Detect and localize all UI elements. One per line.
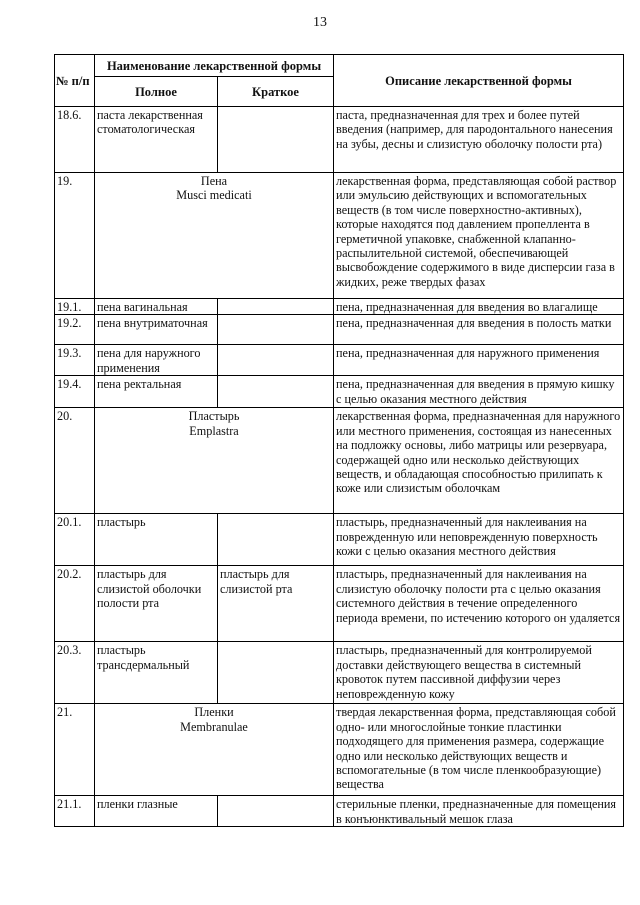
short-name-cell — [218, 299, 334, 315]
description-cell: лекарственная форма, предназначенная для наружного или местного применения, состоящая из нанесенных на подложку основы, либо матрицы или резервуара, содержащей одно или несколько действующих веществ, и обладающая способностью прилипать к коже или слизистым оболочкам — [334, 408, 624, 514]
row-number: 19. — [55, 173, 95, 299]
short-name-cell — [218, 796, 334, 827]
table-row-group — [55, 704, 624, 796]
row-number: 20.2. — [55, 566, 95, 642]
row-number: 20.1. — [55, 514, 95, 566]
header-description: Описание лекарственной формы — [334, 55, 624, 107]
page-number: 13 — [313, 15, 327, 30]
row-number: 18.6. — [55, 107, 95, 173]
dosage-forms-table — [54, 54, 624, 827]
header-full-name: Полное — [95, 77, 218, 107]
short-name-cell — [218, 642, 334, 704]
description-cell: стерильные пленки, предназначенные для помещения в конъюнктивальный мешок глаза — [334, 796, 624, 827]
full-name-cell: паста лекарственная стоматологическая — [95, 107, 218, 173]
short-name-cell — [218, 107, 334, 173]
header-number: № п/п — [55, 55, 95, 107]
table-row — [55, 315, 624, 345]
header-short-name: Краткое — [218, 77, 334, 107]
row-number: 19.4. — [55, 376, 95, 408]
table-row — [55, 514, 624, 566]
description-cell: паста, предназначенная для трех и более путей введения (например, для пародонтального нанесения на зубы, десны и слизистую оболочку полости рта) — [334, 107, 624, 173]
description-cell: пена, предназначенная для наружного применения — [334, 345, 624, 376]
short-name-cell — [218, 514, 334, 566]
group-name: Пена — [200, 174, 228, 188]
description-cell: пластырь, предназначенный для наклеивания на слизистую оболочку полости рта с целью оказания системного действия в течение определенного периода времени, по истечению которого он удаляется — [334, 566, 624, 642]
short-name-cell: пластырь для слизистой рта — [218, 566, 334, 642]
description-cell: пена, предназначенная для введения в прямую кишку с целью оказания местного действия — [334, 376, 624, 408]
group-name: Пленки — [194, 705, 234, 720]
description-cell: пена, предназначенная для введения во влагалище — [334, 299, 624, 315]
full-name-cell: пленки глазные — [95, 796, 218, 827]
table-row-group — [55, 173, 624, 299]
description-cell: пена, предназначенная для введения в полость матки — [334, 315, 624, 345]
row-number: 20. — [55, 408, 95, 514]
full-name-cell: пена для наружного применения — [95, 345, 218, 376]
table-row — [55, 796, 624, 827]
table-row — [55, 345, 624, 376]
full-name-cell: пластырь для слизистой оболочки полости рта — [95, 566, 218, 642]
description-cell: пластырь, предназначенный для контролируемой доставки действующего вещества в системный кровоток путем пассивной диффузии через неповрежденную кожу — [334, 642, 624, 704]
group-latin-name: Membranulae — [180, 719, 248, 734]
header-name-group: Наименование лекарственной формы — [95, 55, 334, 77]
short-name-cell — [218, 376, 334, 408]
row-number: 19.2. — [55, 315, 95, 345]
full-name-cell: пластырь — [95, 514, 218, 566]
full-name-cell: пена вагинальная — [95, 299, 218, 315]
table-row — [55, 299, 624, 315]
group-name-cell — [95, 173, 334, 299]
table-row — [55, 566, 624, 642]
full-name-cell: пена ректальная — [95, 376, 218, 408]
group-name-cell — [95, 704, 334, 796]
short-name-cell — [218, 345, 334, 376]
table-row-group — [55, 408, 624, 514]
row-number: 19.1. — [55, 299, 95, 315]
table-row — [55, 642, 624, 704]
table-row — [55, 107, 624, 173]
description-cell: твердая лекарственная форма, представляющая собой одно- или многослойные тонкие пластинки подходящего для применения размера, содержащие одно или несколько действующих веществ и вспомогательные (в том числе пленкообразующие) вещества — [334, 704, 624, 796]
full-name-cell: пена внутриматочная — [95, 315, 218, 345]
group-latin-name: Musci medicati — [176, 188, 252, 203]
description-cell: лекарственная форма, представляющая собой раствор или эмульсию действующих и вспомогательных веществ (в том числе поверхностно-активных), которые находятся под давлением пропеллента в герметичной упаковке, снабженной клапанно-распылительной системой, обеспечивающей высвобождение содержимого в виде дисперсии газа в жидких, реже твердых фазах — [334, 173, 624, 299]
table-header-row — [55, 55, 624, 77]
group-name-cell — [95, 408, 334, 514]
row-number: 21.1. — [55, 796, 95, 827]
row-number: 21. — [55, 704, 95, 796]
group-latin-name: Emplastra — [189, 423, 239, 438]
full-name-cell: пластырь трансдермальный — [95, 642, 218, 704]
short-name-cell — [218, 315, 334, 345]
row-number: 19.3. — [55, 345, 95, 376]
row-number: 20.3. — [55, 642, 95, 704]
group-name: Пластырь — [188, 409, 240, 424]
table-row — [55, 376, 624, 408]
description-cell: пластырь, предназначенный для наклеивания на поврежденную или неповрежденную поверхность кожи с целью оказания местного действия — [334, 514, 624, 566]
